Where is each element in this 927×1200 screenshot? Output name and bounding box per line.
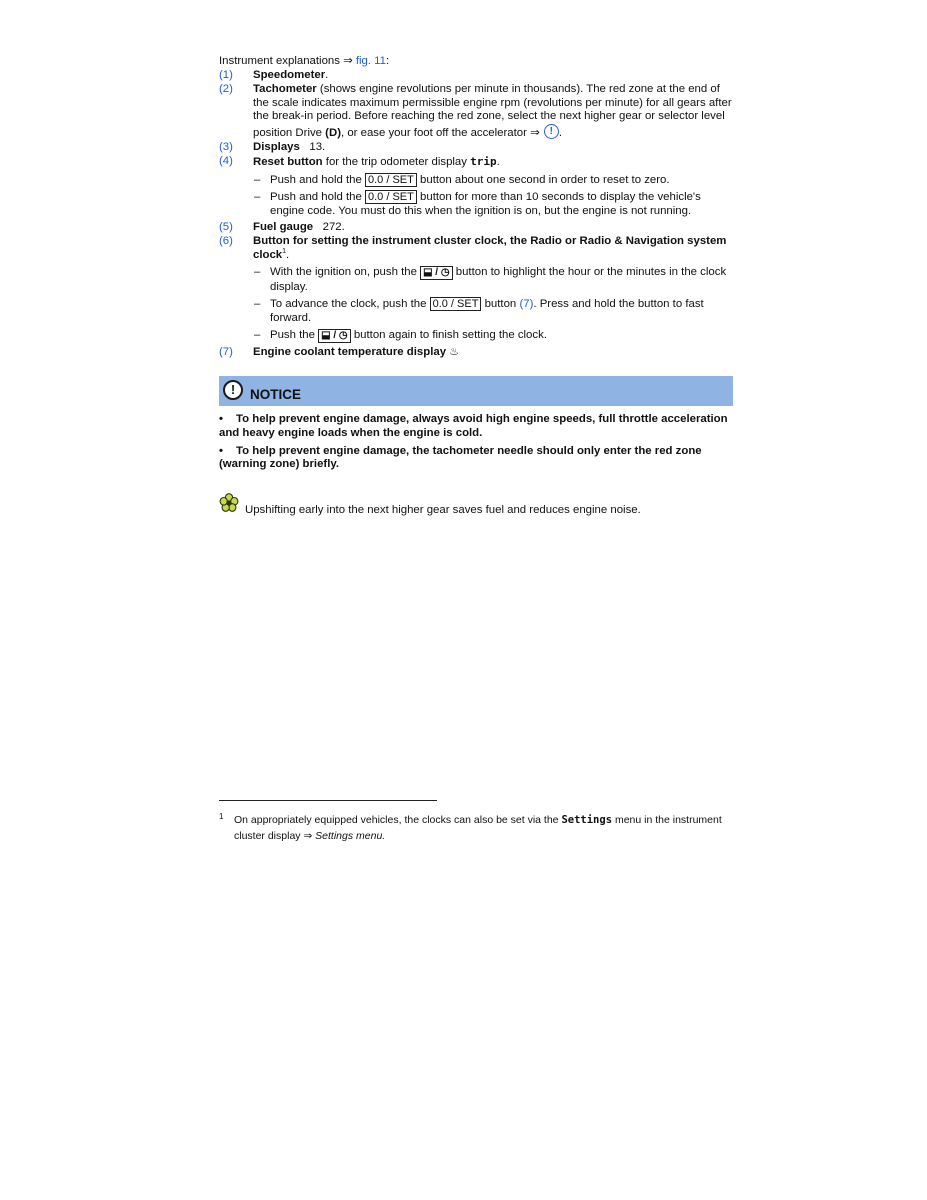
tip-text: Upshifting early into the next higher gear saves fuel and reduces engine noise. — [245, 503, 641, 516]
clock-key-icon: ⬓ / ◷ — [420, 266, 453, 280]
warning-icon: ! — [223, 380, 243, 400]
reset-set-key: 0.0 / SET — [430, 297, 482, 311]
item-7-link[interactable]: (7) — [519, 298, 534, 311]
bullet-icon: • — [219, 444, 223, 457]
sub-item: – Push the ⬓ / ◷ button again to finish setting the clock. — [254, 329, 547, 342]
item-number: (3) — [219, 141, 233, 154]
sub-item: – To advance the clock, push the 0.0 / SET button (7). Press and hold the button to fast forward. — [254, 298, 704, 325]
clock-key-icon: ⬓ / ◷ — [318, 329, 351, 343]
notice-bullet: • To help prevent engine damage, the tachometer needle should only enter the red zone (warning zone) briefly. — [219, 444, 702, 471]
item-title: Displays — [253, 141, 300, 154]
environment-tip — [219, 496, 733, 518]
footnote-ref[interactable]: 1 — [282, 247, 287, 255]
item-number: (4) — [219, 155, 233, 168]
notice-title: NOTICE — [250, 387, 302, 403]
item-number: (7) — [219, 346, 233, 359]
notice-warning-icon[interactable]: ! — [544, 124, 559, 139]
reset-set-key: 0.0 / SET — [365, 190, 417, 204]
footnote: 1 On appropriately equipped vehicles, the clocks can also be set via the Settings menu in the instrument cluster display ⇒ Settings menu. — [219, 812, 733, 844]
item-number: (1) — [219, 69, 233, 81]
list-item-speedometer: (1) Speedometer. — [219, 69, 329, 81]
list-item-displays: (3) Displays 13. — [219, 141, 326, 154]
sub-item: – Push and hold the 0.0 / SET button about one second in order to reset to zero. — [254, 173, 670, 186]
list-item-coolant-temp — [219, 346, 733, 359]
sub-item: – With the ignition on, push the ⬓ / ◷ button to highlight the hour or the minutes in the clock display. — [254, 266, 727, 294]
list-item-tachometer: (2) Tachometer (shows engine revolutions per minute in thousands). The red zone at the end of the scale indicates maximum permissible engine rpm (revolutions per minute) for all gears after the break-in period. Before reaching the red zone, select the next higher gear or selector level position Drive (D), or ease your foot off the accelerator ⇒ ! . — [219, 83, 732, 139]
item-title: Reset button — [253, 156, 323, 169]
item-number: (5) — [219, 220, 233, 233]
item-number: (2) — [219, 83, 233, 96]
item-title: Fuel gauge — [253, 220, 314, 233]
footnote-number: 1 — [219, 812, 224, 821]
footnote-divider — [219, 800, 437, 801]
item-title: Engine coolant temperature display — [253, 346, 447, 359]
fig-link[interactable]: fig. 11 — [355, 55, 386, 67]
item-title: Tachometer — [253, 83, 317, 96]
coolant-temperature-icon: ♨ — [449, 346, 460, 359]
list-item-reset-button: (4) Reset button for the trip odometer display trip. — [219, 155, 500, 169]
trip-code: trip — [470, 155, 497, 169]
reset-set-key: 0.0 / SET — [365, 173, 417, 187]
bullet-icon: • — [219, 413, 223, 426]
settings-code: Settings — [561, 814, 613, 826]
notice-banner — [219, 376, 733, 406]
flower-icon — [219, 493, 239, 513]
list-item-fuel-gauge: (5) Fuel gauge 272. — [219, 220, 345, 233]
notice-bullet: • To help prevent engine damage, always avoid high engine speeds, full throttle acceleration and heavy engine loads when the engine is cold. — [219, 413, 728, 440]
settings-menu-ref: Settings menu. — [315, 830, 386, 842]
sub-item: – Push and hold the 0.0 / SET button for more than 10 seconds to display the vehicle's engine code. You must do this when the ignition is on, but the engine is not running. — [254, 190, 701, 217]
item-title: Button for setting the instrument cluster clock, the Radio or Radio & Navigation system clock — [253, 235, 727, 261]
intro-text: Instrument explanations ⇒ — [219, 55, 356, 67]
list-item-clock-button: (6) Button for setting the instrument cluster clock, the Radio or Radio & Navigation system clock$^1$. — [219, 235, 727, 261]
intro-line: Instrument explanations ⇒ fig. 11: — [219, 55, 390, 67]
page-content — [219, 54, 733, 518]
item-number: (6) — [219, 235, 233, 248]
item-title: Speedometer — [253, 69, 326, 81]
